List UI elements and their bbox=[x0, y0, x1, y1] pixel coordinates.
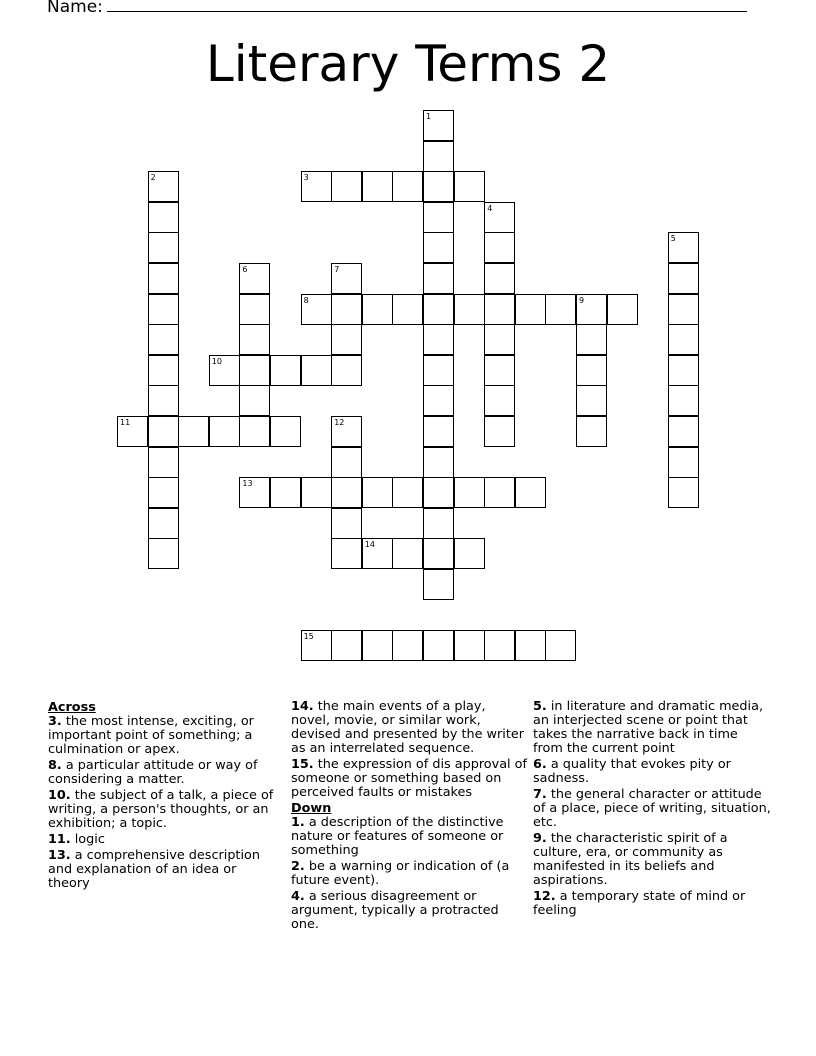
grid-cell[interactable] bbox=[148, 416, 179, 447]
grid-cell[interactable] bbox=[454, 630, 485, 661]
clue-down-2: 2. be a warning or indication of (a future event). bbox=[291, 859, 510, 888]
grid-cell[interactable] bbox=[239, 324, 270, 355]
grid-cell[interactable] bbox=[515, 294, 546, 325]
grid-cell[interactable] bbox=[392, 477, 423, 508]
grid-cell[interactable] bbox=[331, 355, 362, 386]
grid-cell[interactable] bbox=[423, 630, 454, 661]
grid-cell[interactable] bbox=[484, 202, 515, 233]
grid-cell[interactable] bbox=[239, 294, 270, 325]
grid-cell[interactable] bbox=[331, 171, 362, 202]
grid-cell[interactable] bbox=[331, 508, 362, 539]
name-label: Name: bbox=[47, 0, 103, 17]
grid-cell[interactable] bbox=[392, 294, 423, 325]
grid-cell[interactable] bbox=[576, 416, 607, 447]
down-header: Down bbox=[291, 801, 332, 816]
grid-cell[interactable] bbox=[545, 630, 576, 661]
clues-column-2 bbox=[291, 700, 527, 934]
grid-cell[interactable] bbox=[454, 171, 485, 202]
clue-number: 6 bbox=[242, 265, 248, 274]
grid-cell[interactable] bbox=[423, 385, 454, 416]
grid-cell[interactable] bbox=[423, 171, 454, 202]
grid-cell[interactable] bbox=[668, 355, 699, 386]
clue-down-12: 12. a temporary state of mind or feeling bbox=[533, 889, 746, 918]
grid-cell[interactable] bbox=[576, 294, 607, 325]
clue-number: 7 bbox=[334, 265, 340, 274]
grid-cell[interactable] bbox=[301, 171, 332, 202]
grid-cell[interactable] bbox=[209, 355, 240, 386]
grid-cell[interactable] bbox=[148, 202, 179, 233]
grid-cell[interactable] bbox=[148, 171, 179, 202]
grid-cell[interactable] bbox=[270, 477, 301, 508]
grid-cell[interactable] bbox=[423, 447, 454, 478]
grid-cell[interactable] bbox=[423, 477, 454, 508]
grid-cell[interactable] bbox=[362, 538, 393, 569]
clue-number: 12 bbox=[334, 418, 345, 427]
grid-cell[interactable] bbox=[331, 324, 362, 355]
grid-cell[interactable] bbox=[484, 324, 515, 355]
grid-cell[interactable] bbox=[607, 294, 638, 325]
grid-cell[interactable] bbox=[484, 416, 515, 447]
grid-cell[interactable] bbox=[668, 447, 699, 478]
clue-number: 14 bbox=[364, 540, 375, 550]
grid-cell[interactable] bbox=[148, 355, 179, 386]
page-title: Literary Terms 2 bbox=[205, 35, 611, 93]
grid-cell[interactable] bbox=[362, 630, 393, 661]
grid-cell[interactable] bbox=[668, 324, 699, 355]
clue-number: 10 bbox=[211, 356, 222, 366]
grid-cell[interactable] bbox=[239, 477, 270, 508]
grid-cell[interactable] bbox=[668, 385, 699, 416]
grid-cell[interactable] bbox=[392, 538, 423, 569]
grid-cell[interactable] bbox=[148, 294, 179, 325]
grid-cell[interactable] bbox=[239, 416, 270, 447]
grid-cell[interactable] bbox=[484, 630, 515, 661]
grid-cell[interactable] bbox=[668, 232, 699, 263]
clue-down-9: 9. the characteristic spirit of a culture, era, or community as manifested in its beliefs and aspirations. bbox=[533, 831, 728, 888]
grid-cell[interactable] bbox=[515, 477, 546, 508]
grid-cell[interactable] bbox=[423, 294, 454, 325]
grid-cell[interactable] bbox=[239, 355, 270, 386]
grid-cell[interactable] bbox=[576, 385, 607, 416]
grid-cell[interactable] bbox=[148, 447, 179, 478]
grid-cell[interactable] bbox=[148, 477, 179, 508]
grid-cell[interactable] bbox=[178, 416, 209, 447]
clue-number: 13 bbox=[242, 479, 253, 489]
clue-across-10: 10. the subject of a talk, a piece of writing, a person's thoughts, or an exhibition; a topic. bbox=[48, 788, 274, 831]
grid-cell[interactable] bbox=[331, 447, 362, 478]
grid-cell[interactable] bbox=[668, 263, 699, 294]
grid-cell[interactable] bbox=[239, 263, 270, 294]
grid-cell[interactable] bbox=[668, 477, 699, 508]
grid-cell[interactable] bbox=[148, 385, 179, 416]
grid-cell[interactable] bbox=[423, 110, 454, 141]
grid-cell[interactable] bbox=[484, 294, 515, 325]
grid-cell[interactable] bbox=[515, 630, 546, 661]
grid-cell[interactable] bbox=[331, 416, 362, 447]
grid-cell[interactable] bbox=[454, 538, 485, 569]
clue-across-15: 15. the expression of dis approval of someone or something based on perceived faults or mistakes bbox=[291, 757, 527, 800]
grid-cell[interactable] bbox=[576, 355, 607, 386]
grid-cell[interactable] bbox=[668, 416, 699, 447]
grid-cell[interactable] bbox=[362, 171, 393, 202]
clue-down-1: 1. a description of the distinctive nature or features of someone or something bbox=[291, 815, 504, 858]
grid-cell[interactable] bbox=[484, 355, 515, 386]
grid-cell[interactable] bbox=[454, 294, 485, 325]
grid-cell[interactable] bbox=[331, 630, 362, 661]
clue-number: 9 bbox=[579, 295, 585, 305]
grid-cell[interactable] bbox=[576, 324, 607, 355]
grid-cell[interactable] bbox=[423, 141, 454, 172]
across-header: Across bbox=[48, 700, 96, 715]
grid-cell[interactable] bbox=[484, 385, 515, 416]
grid-cell[interactable] bbox=[423, 416, 454, 447]
clue-across-13: 13. a comprehensive description and explanation of an idea or theory bbox=[48, 848, 260, 891]
grid-cell[interactable] bbox=[545, 294, 576, 325]
grid-cell[interactable] bbox=[392, 630, 423, 661]
grid-cell[interactable] bbox=[239, 385, 270, 416]
clue-number: 4 bbox=[487, 203, 493, 213]
clues-column-1 bbox=[48, 700, 280, 893]
clue-across-3: 3. the most intense, exciting, or important point of something; a culmination or apex. bbox=[48, 714, 254, 757]
grid-cell[interactable] bbox=[148, 538, 179, 569]
grid-cell[interactable] bbox=[148, 508, 179, 539]
grid-cell[interactable] bbox=[270, 355, 301, 386]
grid-cell[interactable] bbox=[331, 294, 362, 325]
clue-number: 11 bbox=[120, 418, 131, 427]
clue-down-6: 6. a quality that evokes pity or sadness. bbox=[533, 757, 731, 786]
grid-cell[interactable] bbox=[423, 355, 454, 386]
grid-cell[interactable] bbox=[331, 538, 362, 569]
clue-number: 3 bbox=[303, 173, 309, 183]
clue-number: 1 bbox=[426, 112, 432, 121]
grid-cell[interactable] bbox=[423, 263, 454, 294]
grid-cell[interactable] bbox=[423, 538, 454, 569]
grid-cell[interactable] bbox=[301, 630, 332, 661]
grid-cell[interactable] bbox=[301, 477, 332, 508]
grid-cell[interactable] bbox=[209, 416, 240, 447]
clue-number: 8 bbox=[303, 295, 309, 305]
clue-across-11: 11. logic bbox=[48, 832, 105, 847]
clue-down-7: 7. the general character or attitude of a place, piece of writing, situation, etc. bbox=[533, 787, 771, 830]
grid-cell[interactable] bbox=[301, 355, 332, 386]
grid-cell[interactable] bbox=[668, 294, 699, 325]
grid-cell[interactable] bbox=[484, 232, 515, 263]
grid-cell[interactable] bbox=[484, 477, 515, 508]
grid-cell[interactable] bbox=[423, 569, 454, 600]
clue-down-4: 4. a serious disagreement or argument, typically a protracted one. bbox=[291, 889, 499, 932]
clue-across-8: 8. a particular attitude or way of considering a matter. bbox=[48, 758, 258, 787]
grid-cell[interactable] bbox=[270, 416, 301, 447]
clue-number: 2 bbox=[150, 173, 156, 183]
grid-cell[interactable] bbox=[362, 294, 393, 325]
grid-cell[interactable] bbox=[484, 263, 515, 294]
grid-cell[interactable] bbox=[331, 263, 362, 294]
clues-column-3 bbox=[533, 700, 771, 920]
grid-cell[interactable] bbox=[423, 324, 454, 355]
grid-cell[interactable] bbox=[392, 171, 423, 202]
grid-cell[interactable] bbox=[362, 477, 393, 508]
clue-number: 15 bbox=[303, 632, 314, 642]
grid-cell[interactable] bbox=[423, 202, 454, 233]
grid-cell[interactable] bbox=[331, 477, 362, 508]
grid-cell[interactable] bbox=[117, 416, 148, 447]
clue-down-5: 5. in literature and dramatic media, an interjected scene or point that takes the narrative back in time from the current point bbox=[533, 699, 764, 756]
grid-cell[interactable] bbox=[423, 508, 454, 539]
grid-cell[interactable] bbox=[148, 263, 179, 294]
grid-cell[interactable] bbox=[148, 324, 179, 355]
clue-across-14: 14. the main events of a play, novel, movie, or similar work, devised and presented by the writer as an interrelated sequence. bbox=[291, 699, 524, 756]
grid-cell[interactable] bbox=[301, 294, 332, 325]
grid-cell[interactable] bbox=[454, 477, 485, 508]
grid-cell[interactable] bbox=[423, 232, 454, 263]
clue-number: 5 bbox=[670, 234, 676, 244]
grid-cell[interactable] bbox=[148, 232, 179, 263]
